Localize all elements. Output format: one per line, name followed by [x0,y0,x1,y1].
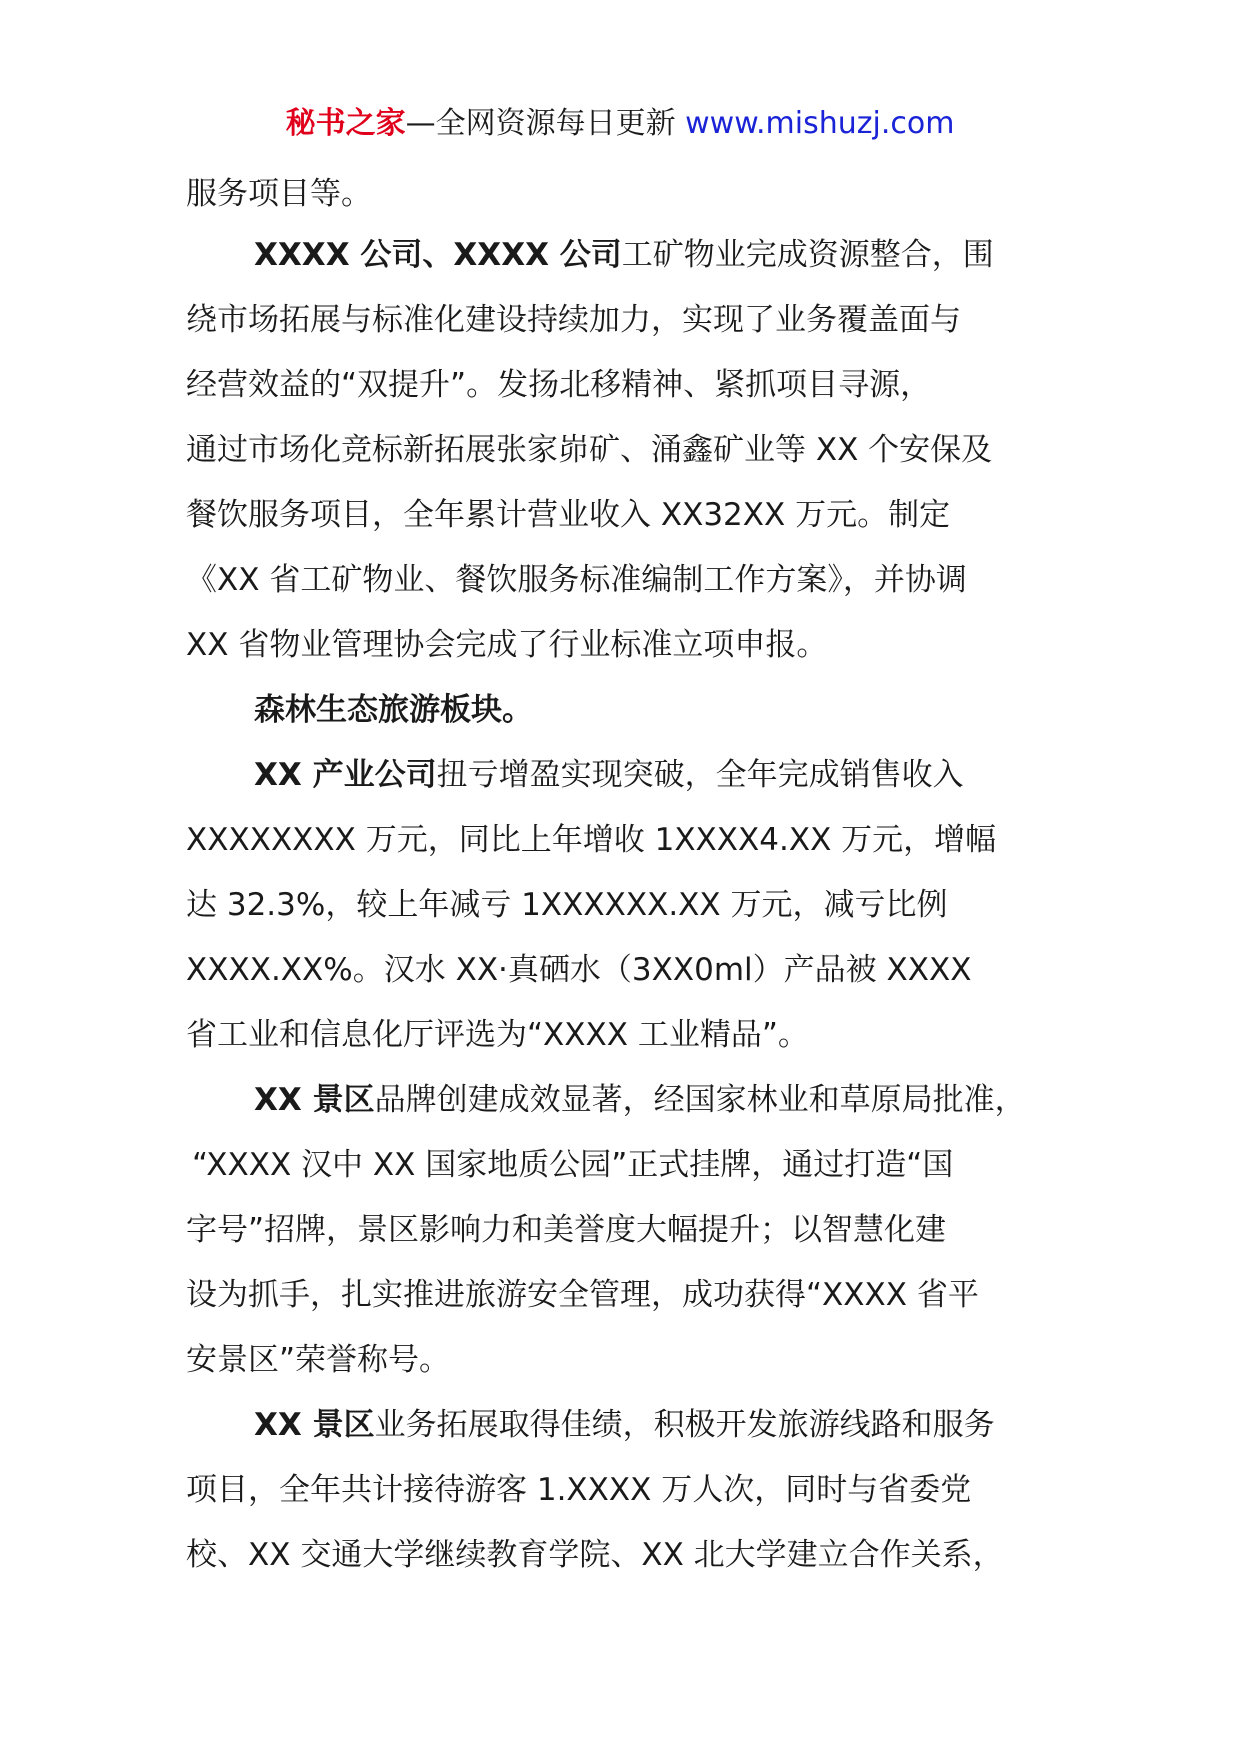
text-line: 安景区”荣誉称号。 [186,1342,451,1378]
text-line: XX 省物业管理协会完成了行业标准立项申报。 [186,627,828,663]
text-line: 绕市场拓展与标准化建设持续加力，实现了业务覆盖面与 [186,302,961,338]
document-body [186,165,1068,1588]
bold-heading: XX 产业公司 [254,757,437,793]
bold-heading: XX 景区 [254,1082,375,1118]
text-line: 项目，全年共计接待游客 1.XXXX 万人次，同时与省委党 [186,1472,972,1508]
paragraph-start [186,223,1068,288]
text-line: 校、XX 交通大学继续教育学院、XX 北大学建立合作关系， [186,1537,1004,1573]
paragraph-text: 扭亏增盈实现突破，全年完成销售收入 [436,757,964,793]
paragraph-text: 业务拓展取得佳绩，积极开发旅游线路和服务 [374,1407,995,1443]
text-line: 设为抓手，扎实推进旅游安全管理，成功获得“XXXX 省平 [186,1277,979,1313]
text-line: 字号”招牌，景区影响力和美誉度大幅提升；以智慧化建 [186,1212,947,1248]
text-line: “XXXX 汉中 XX 国家地质公园”正式挂牌，通过打造“国 [192,1147,954,1183]
bold-heading: XXXX 公司、XXXX 公司 [254,237,622,273]
text-line: 服务项目等。 [186,176,372,212]
paragraph-start [186,743,1068,808]
text-line: 通过市场化竞标新拓展张家峁矿、涌鑫矿业等 XX 个安保及 [186,432,993,468]
page-header [0,104,1240,144]
text-line: 达 32.3%，较上年减亏 1XXXXXX.XX 万元，减亏比例 [186,887,948,923]
paragraph-text: 品牌创建成效显著，经国家林业和草原局批准， [374,1082,1026,1118]
text-line: 餐饮服务项目，全年累计营业收入 XX32XX 万元。制定 [186,497,951,533]
section-heading-text: 森林生态旅游板块。 [254,692,533,728]
site-tagline: —全网资源每日更新 [405,106,686,141]
text-line: 省工业和信息化厅评选为“XXXX 工业精品”。 [186,1017,809,1053]
site-brand: 秘书之家 [285,106,406,141]
paragraph-text: 工矿物业完成资源整合，围 [621,237,994,273]
section-heading [186,678,1068,743]
paragraph-start [186,1068,1068,1133]
bold-heading: XX 景区 [254,1407,375,1443]
text-line: 经营效益的“双提升”。发扬北移精神、紧抓项目寻源， [186,367,932,403]
site-url-link[interactable]: www.mishuzj.com [685,106,955,141]
text-line: XXXXXXXX 万元，同比上年增收 1XXXX4.XX 万元，增幅 [186,822,997,858]
text-line: 《XX 省工矿物业、餐饮服务标准编制工作方案》，并协调 [186,562,967,598]
text-line: XXXX.XX%。汉水 XX·真硒水（3XX0ml）产品被 XXXX [186,952,972,988]
paragraph-start [186,1393,1068,1458]
